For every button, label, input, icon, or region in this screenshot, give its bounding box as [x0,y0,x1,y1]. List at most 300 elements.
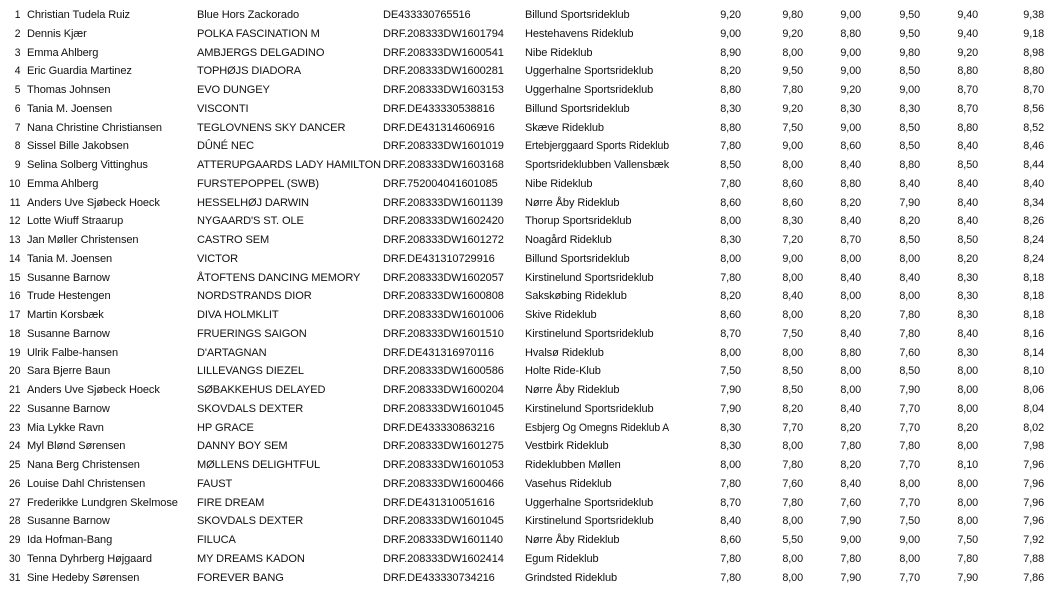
score-3: 7,80 [840,440,862,453]
horse-id: DRF.208333DW1600808 [383,290,504,303]
horse-id: DRF.208333DW1602420 [383,215,504,228]
horse-name: HP GRACE [197,421,254,434]
score-2: 8,00 [782,571,804,584]
score-2: 7,50 [782,121,804,134]
rank-cell: 26 [9,477,21,490]
score-1: 8,60 [720,196,741,209]
horse-name: FRUERINGS SAIGON [197,327,307,340]
club-name: Ertebjerggaard Sports Rideklub [525,140,670,153]
total-score: 8,24 [1023,252,1045,265]
score-1: 8,00 [720,459,741,471]
horse-id: DRF.208333DW1602414 [383,552,504,565]
club-name: Skive Rideklub [525,309,597,321]
score-3: 8,40 [840,159,862,171]
score-2: 8,00 [782,346,804,359]
rider-name: Susanne Barnow [27,271,110,284]
horse-name: MY DREAMS KADON [197,552,305,565]
club-name: Nibe Rideklub [525,177,593,190]
score-2: 5,50 [782,534,804,546]
rider-name: Nana Christine Christiansen [27,121,162,134]
score-4: 8,50 [899,365,920,378]
horse-name: TEGLOVNENS SKY DANCER [197,121,346,134]
table-row [0,25,1046,44]
score-3: 8,70 [840,234,862,246]
horse-name: AMBJERGS DELGADINO [197,46,325,59]
horse-name: MØLLENS DELIGHTFUL [197,459,321,471]
horse-name: VICTOR [197,252,239,265]
score-4: 7,80 [899,440,920,453]
total-score: 7,92 [1023,534,1045,546]
rider-name: Myl Blønd Sørensen [27,440,126,453]
horse-id: DRF.208333DW1601794 [383,27,504,40]
horse-name: DÛNÉ NEC [197,140,255,153]
rank-cell: 20 [9,365,21,378]
score-3: 8,00 [840,365,862,378]
score-4: 8,30 [899,102,920,115]
score-5: 9,40 [957,9,979,21]
rider-name: Lotte Wiuff Straarup [27,215,124,228]
score-3: 8,40 [840,271,862,284]
score-2: 8,60 [782,177,804,190]
horse-name: VISCONTI [197,102,249,115]
score-3: 8,00 [840,252,862,265]
horse-name: SKOVDALS DEXTER [197,402,304,415]
score-5: 8,00 [957,365,979,378]
score-5: 8,30 [957,271,979,284]
rank-cell: 23 [9,421,21,434]
total-score: 8,26 [1023,215,1045,228]
horse-name: LILLEVANGS DIEZEL [197,365,304,378]
total-score: 7,86 [1023,571,1045,584]
club-name: Kirstinelund Sportsrideklub [525,402,654,415]
table-row [0,419,1046,438]
score-2: 9,00 [782,140,804,153]
score-1: 8,30 [720,102,741,115]
score-1: 9,00 [720,27,741,40]
table-row [0,400,1046,419]
rank-cell: 7 [14,121,21,134]
rider-name: Nana Berg Christensen [27,459,140,471]
total-score: 9,38 [1023,9,1045,21]
table-row [0,212,1046,231]
total-score: 7,88 [1023,552,1045,565]
score-5: 8,40 [957,140,979,153]
table-row [0,437,1046,456]
score-5: 8,00 [957,402,979,415]
horse-name: FAUST [197,477,233,490]
score-1: 8,30 [720,234,741,246]
score-3: 8,80 [840,27,862,40]
total-score: 8,24 [1023,234,1045,246]
score-3: 8,60 [840,140,862,153]
score-5: 8,40 [957,327,979,340]
score-3: 8,80 [840,346,862,359]
table-row [0,456,1046,475]
horse-name: FILUCA [197,534,236,546]
score-5: 8,40 [957,177,979,190]
rider-name: Tenna Dyhrberg Højgaard [27,552,152,565]
horse-name: CASTRO SEM [197,234,270,246]
score-5: 7,80 [957,552,979,565]
score-5: 7,50 [957,534,979,546]
score-4: 8,50 [899,121,920,134]
score-4: 7,70 [899,459,920,471]
score-4: 8,50 [899,140,920,153]
score-3: 8,40 [840,215,862,228]
score-3: 8,20 [840,459,862,471]
rank-cell: 12 [9,215,21,228]
horse-id: DRF.208333DW1601275 [383,440,504,453]
score-3: 9,00 [840,9,862,21]
horse-id: DRF.208333DW1601006 [383,309,504,321]
horse-name: Blue Hors Zackorado [197,9,300,21]
score-3: 8,00 [840,384,862,396]
score-4: 7,80 [899,309,920,321]
table-row [0,550,1046,569]
score-3: 9,00 [840,121,862,134]
score-5: 8,00 [957,440,979,453]
table-row [0,231,1046,250]
total-score: 8,44 [1023,159,1045,171]
rank-cell: 21 [9,384,21,396]
score-5: 7,90 [957,571,979,584]
table-row [0,44,1046,63]
score-4: 9,50 [899,9,920,21]
rank-cell: 24 [9,440,21,453]
score-5: 8,70 [957,102,979,115]
score-3: 8,40 [840,327,862,340]
total-score: 8,98 [1023,46,1045,59]
score-4: 8,50 [899,234,920,246]
horse-id: DRF.DE431314606916 [383,121,495,134]
score-2: 7,80 [782,496,804,509]
club-name: Sakskøbing Rideklub [525,290,627,303]
rank-cell: 15 [9,271,21,284]
score-1: 8,20 [720,290,741,303]
horse-id: DRF.208333DW1600281 [383,65,504,78]
score-3: 8,40 [840,477,862,490]
score-1: 8,60 [720,309,741,321]
horse-id: DRF.DE431316970116 [383,346,494,359]
score-2: 8,60 [782,196,804,209]
score-3: 8,20 [840,196,862,209]
score-1: 8,60 [720,534,741,546]
club-name: Vasehus Rideklub [525,477,612,490]
score-1: 8,00 [720,346,741,359]
score-2: 8,00 [782,159,804,171]
score-2: 8,50 [782,384,804,396]
rider-name: Tania M. Joensen [27,102,113,115]
table-row [0,306,1046,325]
score-4: 8,00 [899,252,920,265]
rider-name: Anders Uve Sjøbeck Hoeck [27,384,160,396]
score-1: 7,80 [720,477,741,490]
club-name: Uggerhalne Sportsrideklub [525,84,654,96]
score-4: 7,70 [899,571,920,584]
table-row [0,325,1046,344]
score-2: 7,80 [782,84,804,96]
club-name: Nørre Åby Rideklub [525,196,620,209]
score-2: 8,30 [782,215,804,228]
rider-name: Emma Ahlberg [27,177,99,190]
horse-name: NYGAARD'S ST. OLE [197,215,304,228]
horse-name: TOPHØJS DIADORA [197,65,302,78]
score-1: 8,50 [720,159,741,171]
score-4: 8,40 [899,177,920,190]
score-5: 8,80 [957,121,979,134]
total-score: 8,02 [1023,421,1045,434]
club-name: Vestbirk Rideklub [525,440,609,453]
table-row [0,269,1046,288]
rank-cell: 30 [9,552,21,565]
score-4: 7,60 [899,346,920,359]
rider-name: Martin Korsbæk [27,309,104,321]
score-2: 8,20 [782,402,804,415]
horse-id: DRF.DE431310051616 [383,496,495,509]
score-5: 8,20 [957,421,979,434]
rider-name: Mia Lykke Ravn [27,421,104,434]
horse-id: DRF.208333DW1601045 [383,515,504,528]
club-name: Hestehavens Rideklub [525,27,634,40]
score-4: 7,90 [899,384,920,396]
rank-cell: 17 [9,309,21,321]
score-5: 8,50 [957,159,979,171]
rank-cell: 3 [14,46,21,59]
horse-name: FOREVER BANG [197,571,284,584]
rider-name: Ulrik Falbe-hansen [27,346,118,359]
score-2: 7,20 [782,234,804,246]
score-4: 9,80 [899,46,920,59]
horse-id: DRF.208333DW1600541 [383,46,504,59]
horse-name: SKOVDALS DEXTER [197,515,304,528]
score-3: 8,00 [840,290,862,303]
table-row [0,119,1046,138]
horse-name: POLKA FASCINATION M [197,27,320,40]
table-row [0,494,1046,513]
score-1: 9,20 [720,9,741,21]
score-2: 7,70 [782,421,804,434]
score-1: 8,80 [720,84,741,96]
score-4: 8,00 [899,477,920,490]
club-name: Nibe Rideklub [525,46,593,59]
score-4: 8,00 [899,552,920,565]
horse-id: DRF.208333DW1602057 [383,271,504,284]
score-2: 9,00 [782,252,804,265]
score-1: 7,90 [720,402,741,415]
club-name: Billund Sportsrideklub [525,252,630,265]
club-name: Nørre Åby Rideklub [525,534,620,546]
horse-id: DRF.DE433330538816 [383,102,495,115]
rider-name: Susanne Barnow [27,402,110,415]
score-3: 8,20 [840,309,862,321]
score-5: 8,00 [957,515,979,528]
score-3: 7,60 [840,496,862,509]
score-5: 8,00 [957,496,979,509]
score-2: 8,00 [782,309,804,321]
score-5: 8,50 [957,234,979,246]
score-1: 8,40 [720,515,741,528]
score-2: 8,00 [782,46,804,59]
score-4: 7,90 [899,196,920,209]
score-2: 7,50 [782,327,804,340]
score-4: 7,50 [899,515,920,528]
rank-cell: 4 [14,65,21,78]
club-name: Hvalsø Rideklub [525,346,604,359]
score-4: 8,80 [899,159,920,171]
score-4: 9,00 [899,534,920,546]
table-row [0,175,1046,194]
club-name: Esbjerg Og Omegns Rideklub A [525,421,670,434]
total-score: 8,04 [1023,402,1045,415]
total-score: 7,96 [1023,477,1045,490]
total-score: 8,56 [1023,102,1045,115]
table-row [0,156,1046,175]
club-name: Billund Sportsrideklub [525,102,630,115]
score-1: 7,80 [720,177,741,190]
score-3: 9,20 [840,84,862,96]
score-5: 8,10 [957,459,979,471]
score-2: 9,20 [782,27,804,40]
table-row [0,569,1046,588]
score-2: 7,80 [782,459,804,471]
score-1: 8,90 [720,46,741,59]
table-row [0,62,1046,81]
horse-id: DRF.208333DW1600586 [383,365,504,378]
score-5: 8,00 [957,384,979,396]
rank-cell: 14 [9,252,21,265]
score-2: 8,00 [782,515,804,528]
total-score: 8,52 [1023,121,1045,134]
total-score: 7,96 [1023,459,1045,471]
score-3: 8,40 [840,402,862,415]
score-2: 9,80 [782,9,804,21]
horse-name: DANNY BOY SEM [197,440,288,453]
rider-name: Louise Dahl Christensen [27,477,146,490]
horse-id: DRF.208333DW1600466 [383,477,504,490]
table-row [0,362,1046,381]
score-3: 9,00 [840,65,862,78]
rank-cell: 18 [9,327,21,340]
score-4: 7,70 [899,496,920,509]
score-5: 8,00 [957,477,979,490]
rider-name: Susanne Barnow [27,515,110,528]
club-name: Skæve Rideklub [525,121,604,134]
horse-name: NORDSTRANDS DIOR [197,290,312,303]
total-score: 8,18 [1023,271,1045,284]
rank-cell: 27 [9,496,21,509]
horse-id: DRF.752004041601085 [383,177,498,190]
score-1: 8,30 [720,440,741,453]
table-row [0,250,1046,269]
horse-id: DRF.208333DW1601272 [383,234,504,246]
score-3: 8,20 [840,421,862,434]
score-5: 9,20 [957,46,979,59]
table-row [0,137,1046,156]
horse-id: DE433330765516 [383,9,471,21]
table-row [0,81,1046,100]
total-score: 8,34 [1023,196,1045,209]
rider-name: Selina Solberg Vittinghus [27,159,148,171]
score-5: 8,80 [957,65,979,78]
rider-name: Dennis Kjær [27,27,87,40]
club-name: Kirstinelund Sportsrideklub [525,515,654,528]
rider-name: Sissel Bille Jakobsen [27,140,129,153]
club-name: Sportsrideklubben Vallensbæk [525,159,670,171]
total-score: 8,80 [1023,65,1045,78]
total-score: 8,10 [1023,365,1045,378]
club-name: Kirstinelund Sportsrideklub [525,327,654,340]
rank-cell: 5 [14,84,21,96]
score-2: 8,40 [782,290,804,303]
rider-name: Tania M. Joensen [27,252,113,265]
club-name: Uggerhalne Sportsrideklub [525,65,654,78]
table-row [0,344,1046,363]
horse-name: FURSTEPOPPEL (SWB) [197,177,320,190]
rank-cell: 25 [9,459,21,471]
total-score: 8,06 [1023,384,1045,396]
score-3: 8,30 [840,102,862,115]
score-5: 8,30 [957,290,979,303]
horse-id: DRF.208333DW1600204 [383,384,504,396]
total-score: 7,98 [1023,440,1045,453]
rank-cell: 19 [9,346,21,359]
score-4: 8,20 [899,215,920,228]
rider-name: Christian Tudela Ruiz [27,9,130,21]
total-score: 7,96 [1023,515,1045,528]
score-2: 7,60 [782,477,804,490]
rider-name: Anders Uve Sjøbeck Hoeck [27,196,160,209]
score-1: 8,70 [720,327,741,340]
club-name: Uggerhalne Sportsrideklub [525,496,654,509]
table-row [0,381,1046,400]
score-3: 7,90 [840,515,862,528]
horse-name: DIVA HOLMKLIT [197,309,279,321]
horse-name: FIRE DREAM [197,496,265,509]
horse-id: DRF.DE431310729916 [383,252,495,265]
horse-id: DRF.208333DW1601140 [383,534,503,546]
score-1: 7,90 [720,384,741,396]
results-table [0,6,1046,587]
rider-name: Thomas Johnsen [27,84,111,96]
score-1: 7,50 [720,365,741,378]
score-2: 8,00 [782,271,804,284]
table-row [0,287,1046,306]
club-name: Kirstinelund Sportsrideklub [525,271,654,284]
score-4: 7,80 [899,327,920,340]
horse-name: ATTERUPGAARDS LADY HAMILTON [197,159,382,171]
club-name: Nørre Åby Rideklub [525,384,620,396]
club-name: Rideklubben Møllen [525,459,621,471]
score-1: 7,80 [720,571,741,584]
score-1: 8,00 [720,252,741,265]
club-name: Egum Rideklub [525,552,599,565]
score-5: 8,20 [957,252,979,265]
rider-name: Emma Ahlberg [27,46,99,59]
score-4: 7,70 [899,402,920,415]
score-5: 8,30 [957,346,979,359]
score-3: 9,00 [840,534,862,546]
rider-name: Eric Guardia Martinez [27,65,132,78]
score-1: 8,20 [720,65,741,78]
score-3: 7,80 [840,552,862,565]
rider-name: Susanne Barnow [27,327,110,340]
score-1: 7,80 [720,552,741,565]
horse-name: HESSELHØJ DARWIN [197,196,309,209]
score-1: 8,80 [720,121,741,134]
total-score: 8,40 [1023,177,1045,190]
score-3: 9,00 [840,46,862,59]
total-score: 8,16 [1023,327,1045,340]
